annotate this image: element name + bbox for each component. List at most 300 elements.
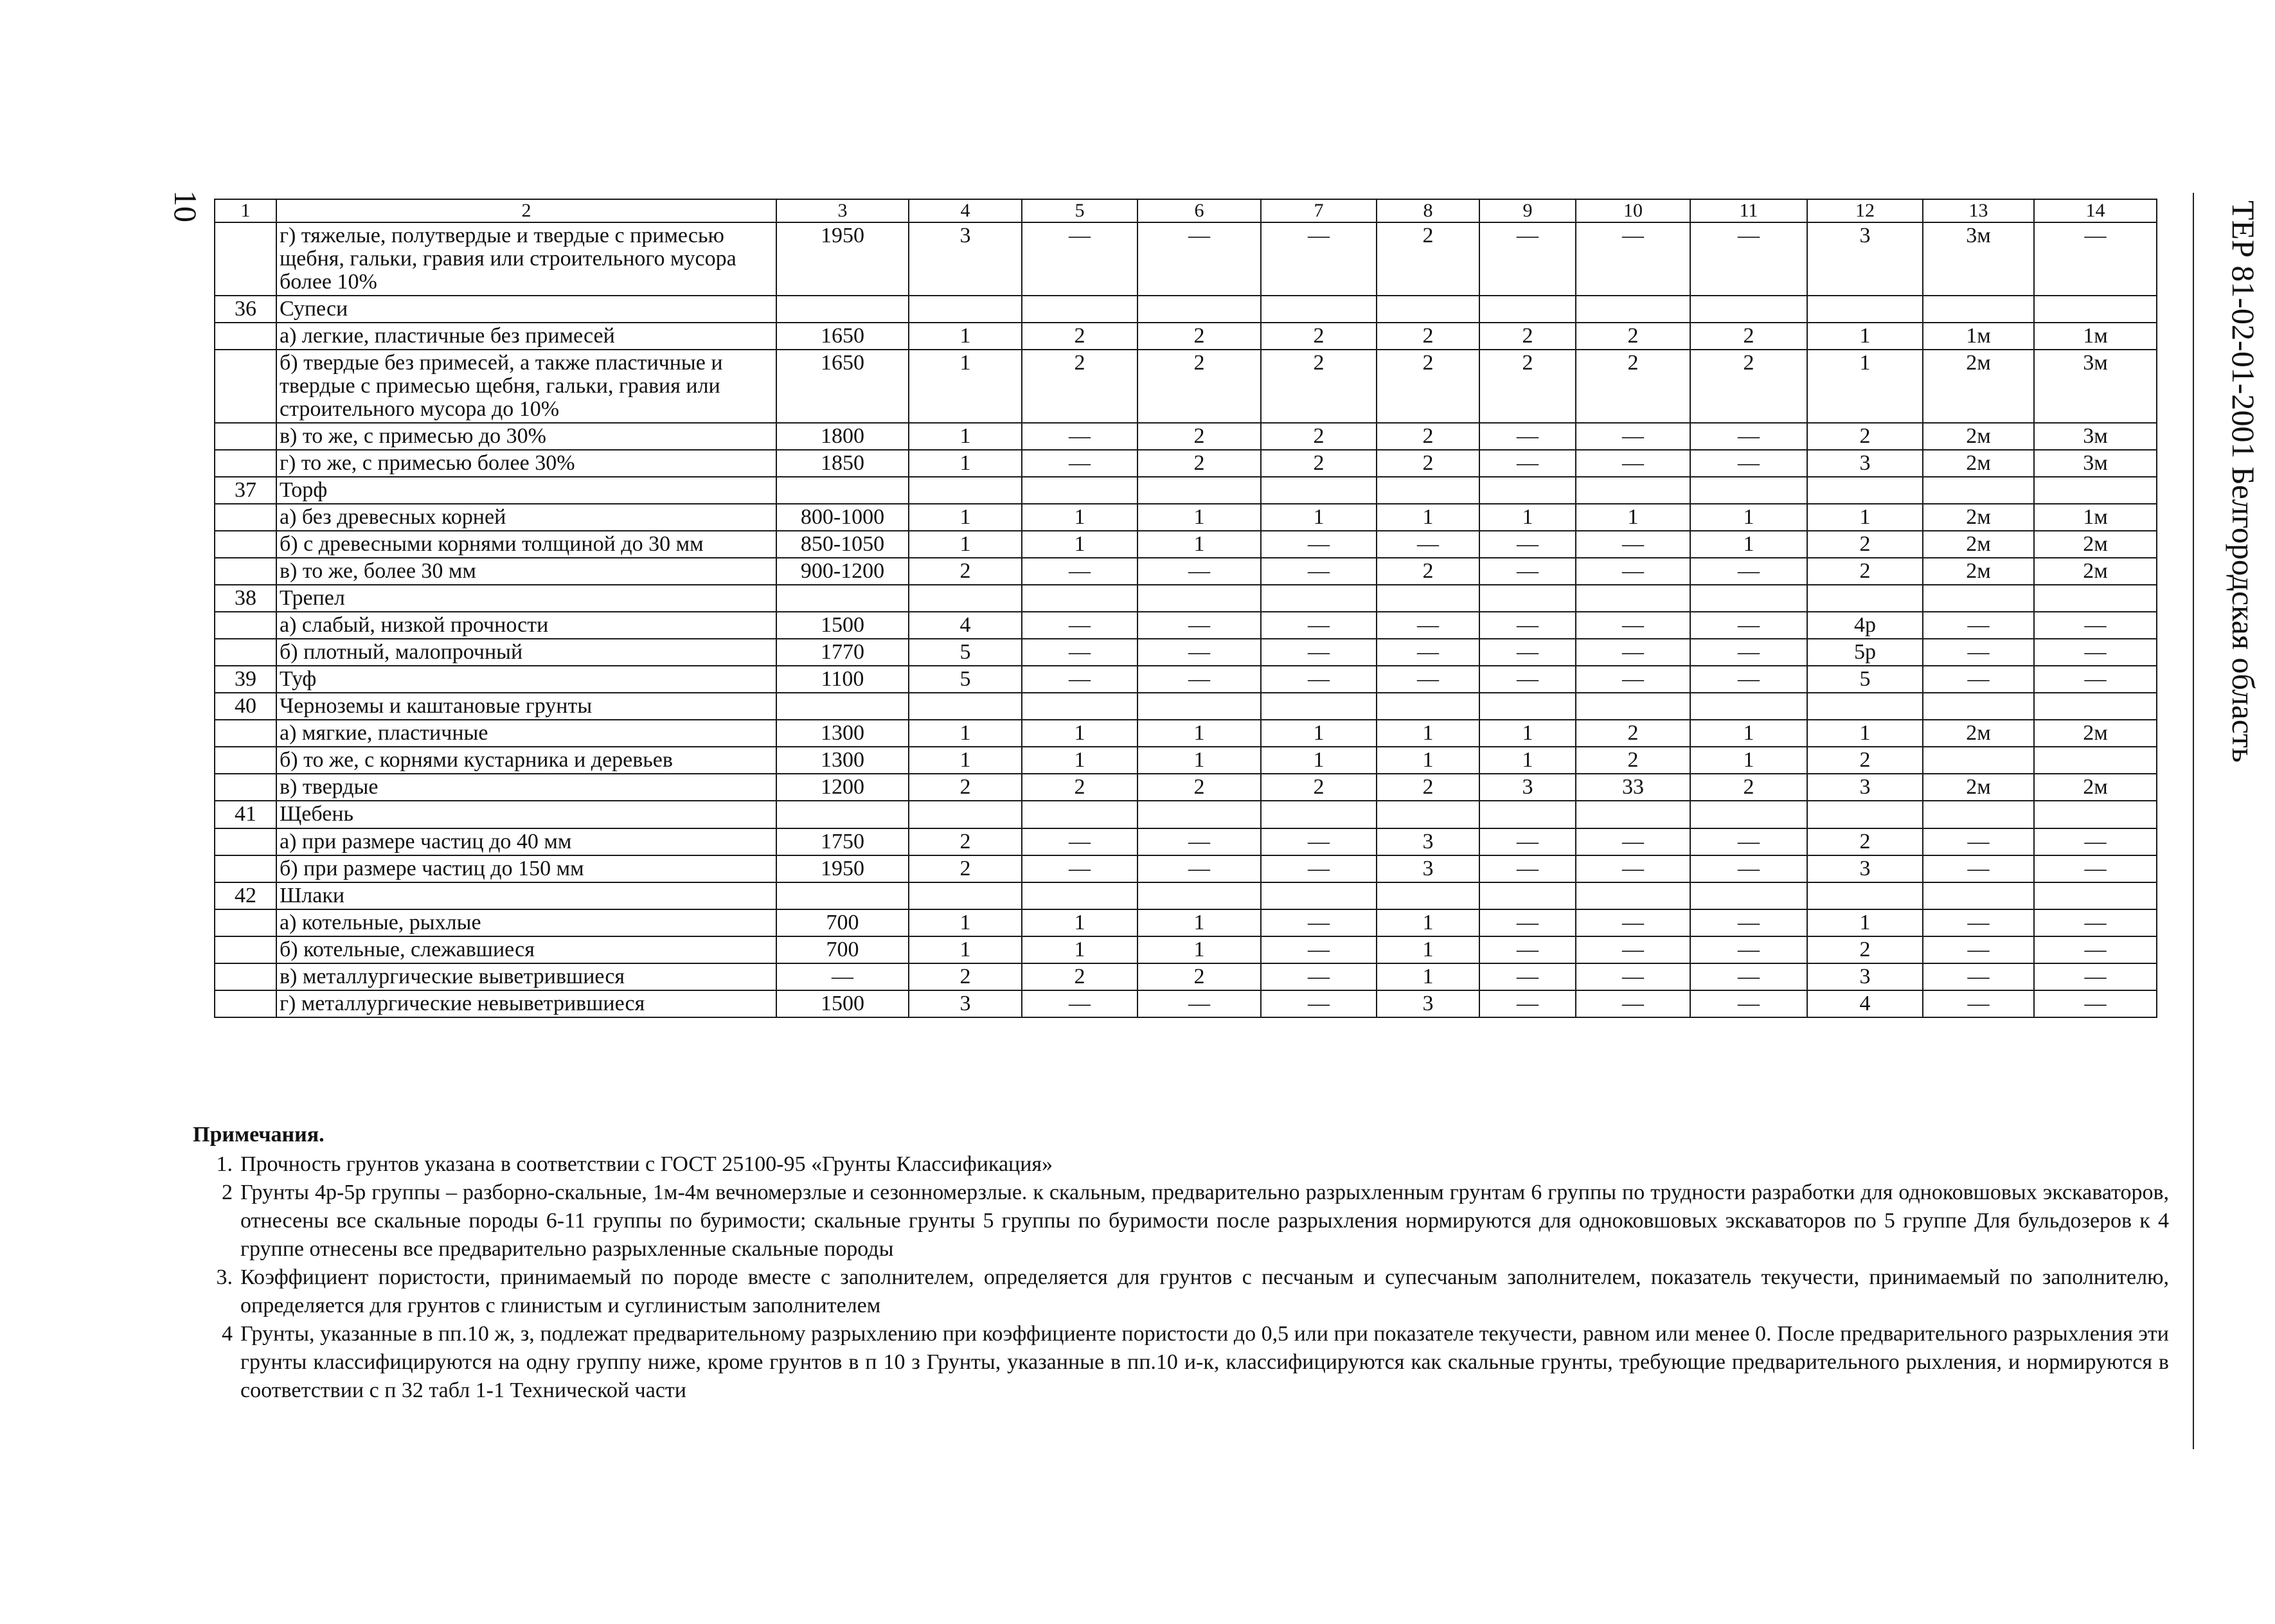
value-cell: 1 [909,504,1022,531]
soil-description-cell: а) котельные, рыхлые [276,909,776,936]
value-cell: — [1022,666,1138,693]
value-cell: — [2034,963,2157,990]
soil-description-cell: Туф [276,666,776,693]
table-row [215,693,2157,720]
value-cell: — [1576,531,1690,558]
value-cell: 1 [909,323,1022,350]
table-row [215,882,2157,909]
header-cell: 3 [776,199,909,222]
notes-section [193,1121,2169,1405]
soil-description-cell: б) то же, с корнями кустарника и деревьев [276,747,776,774]
value-cell [909,477,1022,504]
value-cell: — [1479,531,1576,558]
value-cell: 2 [1807,423,1923,450]
value-cell: — [1690,450,1807,477]
soil-description-cell: в) то же, с примесью до 30% [276,423,776,450]
header-cell: 5 [1022,199,1138,222]
value-cell: — [1479,450,1576,477]
value-cell: — [1576,222,1690,296]
value-cell: 1 [1807,323,1923,350]
value-cell: 900-1200 [776,558,909,585]
soil-description-cell: г) то же, с примесью более 30% [276,450,776,477]
value-cell: 1200 [776,774,909,801]
value-cell: — [1576,828,1690,855]
value-cell: — [2034,855,2157,882]
value-cell: — [1576,639,1690,666]
value-cell: 2 [1690,774,1807,801]
value-cell: 3 [1807,963,1923,990]
value-cell: — [1261,936,1377,963]
table-row [215,801,2157,828]
value-cell: 2м [2034,531,2157,558]
row-number-cell [215,531,276,558]
row-number-cell: 37 [215,477,276,504]
value-cell: — [1261,855,1377,882]
value-cell: 1 [909,423,1022,450]
value-cell: 1 [1479,720,1576,747]
value-cell: — [1923,639,2034,666]
value-cell [2034,585,2157,612]
value-cell: 2 [1377,323,1479,350]
value-cell: — [1479,558,1576,585]
soil-description-cell: Шлаки [276,882,776,909]
value-cell: — [1690,828,1807,855]
row-number-cell [215,350,276,423]
table-row [215,531,2157,558]
value-cell: — [1479,222,1576,296]
value-cell [1690,801,1807,828]
table-row [215,963,2157,990]
value-cell [1923,801,2034,828]
note-number: 2 [222,1181,233,1204]
header-cell: 2 [276,199,776,222]
value-cell: 700 [776,909,909,936]
table-row [215,720,2157,747]
value-cell [1138,296,1261,323]
row-number-cell [215,558,276,585]
value-cell: — [1138,639,1261,666]
value-cell: — [2034,990,2157,1017]
value-cell: — [2034,666,2157,693]
value-cell: 1300 [776,747,909,774]
value-cell: 1 [1377,909,1479,936]
table-row [215,504,2157,531]
value-cell [1576,296,1690,323]
value-cell: 1 [1377,963,1479,990]
value-cell: — [1576,423,1690,450]
row-number-cell [215,963,276,990]
value-cell: — [1377,666,1479,693]
value-cell: 2 [1807,936,1923,963]
value-cell: 1100 [776,666,909,693]
row-number-cell [215,323,276,350]
value-cell: — [1690,990,1807,1017]
value-cell: 2 [1807,558,1923,585]
value-cell [1576,585,1690,612]
value-cell: — [1138,222,1261,296]
value-cell: — [1022,222,1138,296]
value-cell [1261,296,1377,323]
note-item [193,1320,2169,1405]
note-item [193,1150,2169,1179]
soil-description-cell: в) то же, более 30 мм [276,558,776,585]
value-cell: 2м [2034,720,2157,747]
value-cell: 1 [1377,936,1479,963]
value-cell [1576,801,1690,828]
value-cell: 850-1050 [776,531,909,558]
row-number-cell [215,909,276,936]
value-cell: — [1690,612,1807,639]
value-cell [776,477,909,504]
value-cell: — [1690,639,1807,666]
value-cell: — [1923,612,2034,639]
value-cell: 1 [909,936,1022,963]
value-cell: 2 [1807,828,1923,855]
value-cell: 4 [909,612,1022,639]
value-cell [1261,801,1377,828]
value-cell: — [1576,990,1690,1017]
value-cell: 1 [1261,504,1377,531]
value-cell: — [1479,423,1576,450]
value-cell: — [1923,828,2034,855]
value-cell: 3 [909,222,1022,296]
value-cell: 3м [2034,423,2157,450]
value-cell: — [1576,909,1690,936]
value-cell [1576,693,1690,720]
value-cell: 2м [1923,450,2034,477]
table-row [215,612,2157,639]
value-cell [1807,477,1923,504]
value-cell [1261,693,1377,720]
value-cell: — [1690,963,1807,990]
value-cell: — [1138,558,1261,585]
value-cell: 1 [909,909,1022,936]
soil-description-cell: г) металлургические невыветрившиеся [276,990,776,1017]
value-cell: 1 [1138,936,1261,963]
value-cell [1377,801,1479,828]
value-cell: 1 [1479,504,1576,531]
value-cell: 2 [1576,747,1690,774]
value-cell: 2м [1923,558,2034,585]
row-number-cell [215,828,276,855]
value-cell: — [2034,222,2157,296]
value-cell: 2 [1377,423,1479,450]
value-cell: 2 [1138,774,1261,801]
value-cell: 2 [1690,350,1807,423]
value-cell: 1 [1479,747,1576,774]
soil-description-cell: в) металлургические выветрившиеся [276,963,776,990]
value-cell: 2 [1022,350,1138,423]
value-cell: — [2034,639,2157,666]
value-cell: 700 [776,936,909,963]
value-cell: — [1022,990,1138,1017]
row-number-cell [215,504,276,531]
table-row [215,774,2157,801]
value-cell: 1850 [776,450,909,477]
row-number-cell [215,639,276,666]
value-cell: 2 [1807,531,1923,558]
value-cell [1923,477,2034,504]
value-cell: — [1261,558,1377,585]
table-row [215,222,2157,296]
value-cell: — [1022,423,1138,450]
value-cell: 2 [1022,323,1138,350]
value-cell: 2 [1138,423,1261,450]
value-cell: — [1690,423,1807,450]
value-cell: 1 [1807,504,1923,531]
value-cell [1923,693,2034,720]
value-cell: 1 [1261,720,1377,747]
value-cell: 3м [2034,450,2157,477]
value-cell [1138,585,1261,612]
value-cell [1923,296,2034,323]
table-row [215,296,2157,323]
value-cell: 1 [1022,720,1138,747]
note-text: Грунты, указанные в пп.10 ж, з, подлежат предварительному разрыхлению при коэффициенте пористости до 0,5 или при показателе текучести, равном или менее 0. После предварительного разрыхления эти грунты классифицируются на одну группу ниже, кроме грунтов в п 10 з Грунты, указанные в пп.10 и-к, классифицируются как скальные грунты, требующие предварительного рыхления, и нормируются в соответствии с п 32 табл 1-1 Технической части [240,1322,2169,1402]
value-cell: — [1022,558,1138,585]
value-cell [1690,693,1807,720]
row-number-cell [215,612,276,639]
value-cell: 1 [909,531,1022,558]
header-cell: 7 [1261,199,1377,222]
row-number-cell: 40 [215,693,276,720]
right-margin-rule [2193,193,2194,1449]
value-cell: — [1479,855,1576,882]
value-cell: — [1377,612,1479,639]
note-number: 3. [216,1265,233,1289]
notes-list [193,1150,2169,1405]
value-cell: 1 [1138,531,1261,558]
value-cell [1138,801,1261,828]
value-cell [1923,882,2034,909]
value-cell: — [1022,828,1138,855]
value-cell: — [1479,936,1576,963]
value-cell: 2м [1923,504,2034,531]
value-cell: 2 [1261,323,1377,350]
value-cell: 2м [1923,350,2034,423]
value-cell: 1 [1022,531,1138,558]
value-cell [1022,693,1138,720]
value-cell: 3 [1377,855,1479,882]
value-cell: — [1261,531,1377,558]
value-cell: 2 [1377,558,1479,585]
value-cell: 2 [1022,774,1138,801]
value-cell: — [1576,855,1690,882]
value-cell [2034,882,2157,909]
value-cell [776,882,909,909]
value-cell: 33 [1576,774,1690,801]
soil-description-cell: в) твердые [276,774,776,801]
value-cell: 2 [1261,350,1377,423]
value-cell: 2м [2034,558,2157,585]
value-cell: 1650 [776,323,909,350]
table-row [215,990,2157,1017]
value-cell [909,801,1022,828]
value-cell [1479,477,1576,504]
value-cell: — [1690,558,1807,585]
value-cell: — [1479,990,1576,1017]
value-cell: — [1923,936,2034,963]
value-cell: 1 [1807,720,1923,747]
soil-description-cell: а) легкие, пластичные без примесей [276,323,776,350]
value-cell [776,801,909,828]
value-cell [1923,585,2034,612]
soil-description-cell: б) с древесными корнями толщиной до 30 мм [276,531,776,558]
header-cell: 11 [1690,199,1807,222]
value-cell: — [1377,531,1479,558]
value-cell: 3м [1923,222,2034,296]
value-cell: 1м [2034,323,2157,350]
table-row [215,450,2157,477]
value-cell: — [1479,666,1576,693]
value-cell: — [1690,936,1807,963]
value-cell: 1650 [776,350,909,423]
table-row [215,350,2157,423]
value-cell: — [1923,855,2034,882]
row-number-cell: 36 [215,296,276,323]
row-number-cell [215,855,276,882]
value-cell [1261,477,1377,504]
value-cell: 1 [1690,747,1807,774]
value-cell: 5 [909,639,1022,666]
header-cell: 12 [1807,199,1923,222]
value-cell [2034,296,2157,323]
value-cell: 2м [1923,774,2034,801]
soil-description-cell: б) котельные, слежавшиеся [276,936,776,963]
value-cell: 4р [1807,612,1923,639]
value-cell: — [1138,666,1261,693]
value-cell [1690,477,1807,504]
row-number-cell: 41 [215,801,276,828]
value-cell [1690,296,1807,323]
value-cell: 2 [1377,774,1479,801]
value-cell: 3 [909,990,1022,1017]
value-cell: 2 [1576,720,1690,747]
soil-description-cell: а) слабый, низкой прочности [276,612,776,639]
value-cell: 1 [1022,909,1138,936]
value-cell: 3 [1807,222,1923,296]
value-cell: 1 [1690,504,1807,531]
value-cell: — [1022,450,1138,477]
row-number-cell [215,774,276,801]
value-cell [1022,477,1138,504]
header-cell: 1 [215,199,276,222]
value-cell [1690,585,1807,612]
value-cell: — [1690,222,1807,296]
value-cell: 2 [1690,323,1807,350]
note-text: Грунты 4р-5р группы – разборно-скальные, 1м-4м вечномерзлые и сезонномерзлые. к скальным, предварительно разрыхленным грунтам 6 группы по трудности разработки для одноковшовых экскаваторов, отнесены все скальные породы 6-11 группы по буримости; скальные грунты 5 группы по буримости после разрыхления нормируются для одноковшовых экскаваторов по 5 группе Для бульдозеров к 4 группе отнесены все предварительно разрыхленные скальные породы [240,1181,2169,1261]
value-cell: 2м [1923,423,2034,450]
value-cell: 3 [1807,855,1923,882]
value-cell [1479,296,1576,323]
soil-description-cell: б) твердые без примесей, а также пластичные и твердые с примесью щебня, гальки, гравия или строительного мусора до 10% [276,350,776,423]
table-row [215,639,2157,666]
value-cell: 4 [1807,990,1923,1017]
value-cell: 1800 [776,423,909,450]
value-cell: 2 [909,828,1022,855]
soil-groups-table [214,199,2157,1018]
row-number-cell [215,423,276,450]
table-row [215,477,2157,504]
value-cell: 1 [1022,504,1138,531]
value-cell: 2 [1261,774,1377,801]
document-side-title: ТЕР 81-02-01-2001 Белгородская область [2226,201,2262,763]
value-cell: 2 [1138,350,1261,423]
value-cell: 3м [2034,350,2157,423]
value-cell: — [1138,855,1261,882]
value-cell: 2м [1923,531,2034,558]
value-cell: 1 [1690,531,1807,558]
value-cell: — [1261,639,1377,666]
value-cell: 2 [909,963,1022,990]
value-cell: 1500 [776,612,909,639]
value-cell: — [1261,909,1377,936]
value-cell: — [1576,558,1690,585]
soil-description-cell: а) без древесных корней [276,504,776,531]
value-cell: 3 [1377,828,1479,855]
value-cell: 2 [1138,323,1261,350]
value-cell: 1 [909,720,1022,747]
value-cell: 5 [1807,666,1923,693]
value-cell: 2 [1138,963,1261,990]
value-cell: 1 [1261,747,1377,774]
value-cell: 1 [909,350,1022,423]
table-row [215,855,2157,882]
value-cell: 1 [1138,909,1261,936]
value-cell: 2 [1377,350,1479,423]
note-item [193,1263,2169,1320]
table-header-row [215,199,2157,222]
header-cell: 8 [1377,199,1479,222]
value-cell [909,585,1022,612]
value-cell: — [2034,612,2157,639]
value-cell [1479,693,1576,720]
value-cell: — [1138,828,1261,855]
value-cell: 1 [1690,720,1807,747]
value-cell: 2 [1479,350,1576,423]
value-cell [1807,693,1923,720]
value-cell [909,296,1022,323]
value-cell [1923,747,2034,774]
value-cell: 1750 [776,828,909,855]
table-row [215,936,2157,963]
value-cell: — [1377,639,1479,666]
value-cell [1022,296,1138,323]
soil-description-cell: б) при размере частиц до 150 мм [276,855,776,882]
value-cell: 3 [1479,774,1576,801]
value-cell: — [1576,450,1690,477]
value-cell [2034,747,2157,774]
value-cell: — [2034,936,2157,963]
value-cell: — [1479,963,1576,990]
value-cell: — [2034,828,2157,855]
value-cell: 2м [1923,720,2034,747]
value-cell: 2 [1022,963,1138,990]
value-cell: 1 [1138,504,1261,531]
value-cell: — [1576,612,1690,639]
table-row [215,666,2157,693]
value-cell: 1 [1022,747,1138,774]
value-cell [1261,585,1377,612]
value-cell: 1950 [776,222,909,296]
value-cell: — [2034,909,2157,936]
value-cell: 1 [1138,747,1261,774]
value-cell: 2 [1807,747,1923,774]
value-cell: 1300 [776,720,909,747]
value-cell: — [1576,666,1690,693]
table-row [215,323,2157,350]
value-cell: — [1576,963,1690,990]
